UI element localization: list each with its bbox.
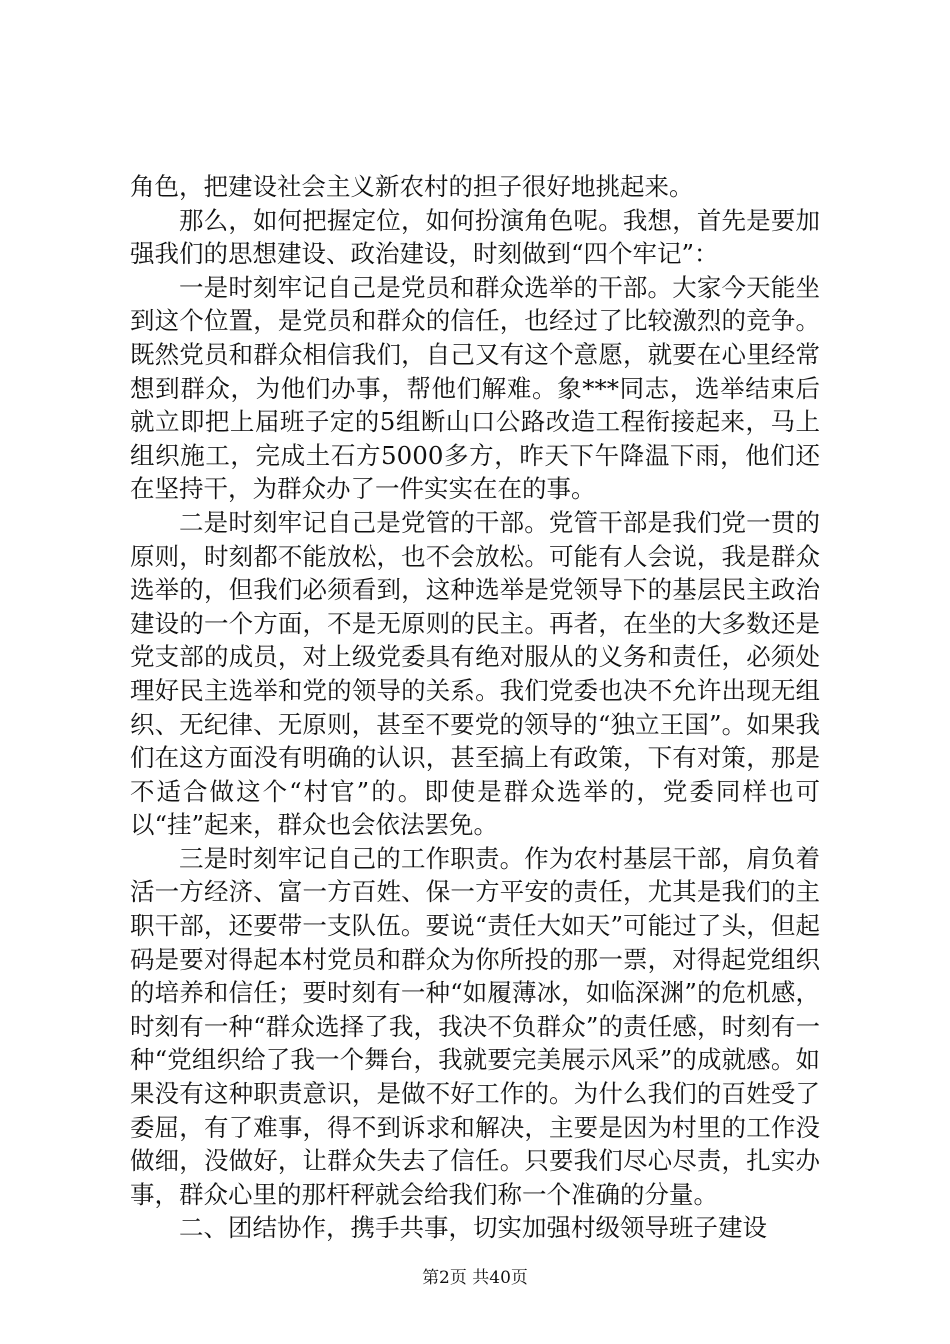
page-number: 第2页 共40页 (422, 1268, 528, 1288)
paragraph-second-remember: 二是时刻牢记自己是党管的干部。党管干部是我们党一贯的原则，时刻都不能放松，也不会放松。可能有人会说，我是群众选举的，但我们必须看到，这种选举是党领导下的基层民主政治建设的一个方面，不是无原则的民主。再者，在坐的大多数还是党支部的成员，对上级党委具有绝对服从的义务和责任，必须处理好民主选举和党的领导的关系。我们党委也决不允许出现无组织、无纪律、无原则，甚至不要党的领导的“独立王国”。如果我们在这方面没有明确的认识，甚至搞上有政策，下有对策，那是不适合做这个“村官”的。即使是群众选举的，党委同样也可以“挂”起来，群众也会依法罢免。 (130, 507, 820, 840)
page-footer (0, 1267, 950, 1289)
document-body (130, 170, 820, 1245)
paragraph-continuation: 角色，把建设社会主义新农村的担子很好地挑起来。 (130, 172, 694, 201)
paragraph-positioning-question: 那么，如何把握定位，如何扮演角色呢。我想，首先是要加强我们的思想建设、政治建设，时刻做到“四个牢记”： (130, 205, 820, 269)
paragraph-third-remember: 三是时刻牢记自己的工作职责。作为农村基层干部，肩负着活一方经济、富一方百姓、保一方平安的责任，尤其是我们的主职干部，还要带一支队伍。要说“责任大如天”可能过了头，但起码是要对得起本村党员和群众为你所投的那一票，对得起党组织的培养和信任；要时刻有一种“如履薄冰，如临深渊”的危机感，时刻有一种“群众选择了我，我决不负群众”的责任感，时刻有一种“党组织给了我一个舞台，我就要完美展示风采”的成就感。如果没有这种职责意识，是做不好工作的。为什么我们的百姓受了委屈，有了难事，得不到诉求和解决，主要是因为村里的工作没做细，没做好，让群众失去了信任。只要我们尽心尽责，扎实办事，群众心里的那杆秤就会给我们称一个准确的分量。 (130, 843, 820, 1209)
section-heading: 二、团结协作，携手共事，切实加强村级领导班子建设 (179, 1213, 767, 1243)
paragraph-first-remember: 一是时刻牢记自己是党员和群众选举的干部。大家今天能坐到这个位置，是党员和群众的信任，也经过了比较激烈的竞争。既然党员和群众相信我们，自己又有这个意愿，就要在心里经常想到群众，为他们办事，帮他们解难。象***同志，选举结束后就立即把上届班子定的5组断山口公路改造工程衔接起来，马上组织施工，完成土石方5000多方，昨天下午降温下雨，他们还在坚持干，为群众办了一件实实在在的事。 (130, 272, 820, 504)
